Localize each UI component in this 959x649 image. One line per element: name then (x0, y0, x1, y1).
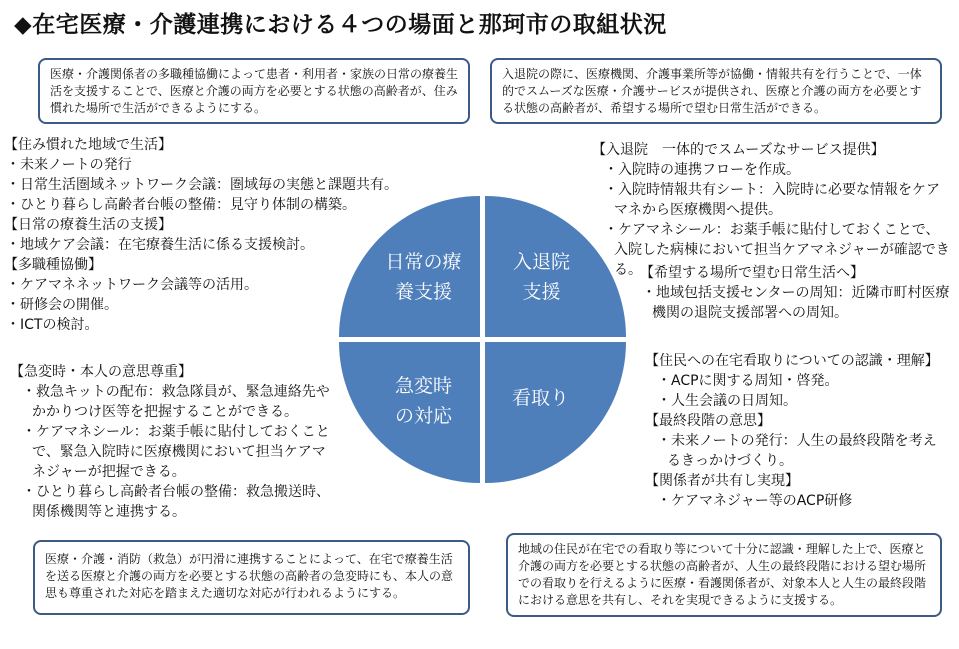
summary-text: 医療・介護・消防（救急）が円滑に連携することによって、在宅で療養生活を送る医療と介護の両方を必要とする状態の高齢者の急変時にも、本人の意思も尊重された対応を踏まえた適切な対応が行われるようにする。 (45, 552, 454, 600)
initiative-item: ・ひとり暮らし高齢者台帳の整備：見守り体制の構築。 (6, 197, 356, 213)
section-heading: 【多職種協働】 (4, 257, 102, 273)
initiative-item: ・未来ノートの発行：人生の最終段階を考えるきっかけづくり。 (657, 433, 937, 469)
summary-box-daily-support (38, 58, 470, 124)
initiatives-emergency (10, 362, 330, 522)
initiative-item: ・ケアマネジャー等のACP研修 (657, 493, 853, 509)
summary-box-emergency (33, 540, 470, 615)
section-heading: 【最終段階の意思】 (645, 413, 771, 429)
initiative-item: ・救急キットの配布：救急隊員が、緊急連絡先やかかりつけ医等を把握することができる。 (22, 384, 330, 420)
initiative-item: ・人生会議の日周知。 (657, 393, 797, 409)
section-heading: 【関係者が共有し実現】 (645, 473, 799, 489)
summary-text: 地域の住民が在宅での看取り等について十分に認識・理解した上で、医療と介護の両方を必要とする状態の高齢者が、人生の最終段階における望む場所での看取りを行えるように医療・看護関係者が、対象本人と人生の最終段階における意思を共有し、それを実現できるように支援する。 (518, 542, 927, 607)
initiative-item: ・入院時情報共有シート：入院時に必要な情報をケアマネから医療機関へ提供。 (604, 182, 940, 218)
initiatives-end-of-life (645, 351, 950, 511)
initiative-item: ・研修会の開催。 (6, 297, 118, 313)
initiative-item: ・ICTの検討。 (6, 317, 99, 333)
initiative-item: ・ひとり暮らし高齢者台帳の整備：救急搬送時、関係機関等と連携する。 (22, 484, 330, 520)
initiative-item: ・ケアマネシール：お薬手帳に貼付しておくことで、緊急入院時に医療機関において担当ケアマネジャーが把握できる。 (22, 424, 330, 480)
initiative-item: ・地域包括支援センターの周知：近隣市町村医療機関の退院支援部署への周知。 (642, 285, 950, 321)
section-heading: 【日常の療養生活の支援】 (4, 217, 172, 233)
page-title: ◆在宅医療・介護連携における４つの場面と那珂市の取組状況 (14, 12, 667, 38)
quadrant-label-line1: 急変時 (394, 374, 452, 397)
initiative-item: ・日常生活圏域ネットワーク会議：圏域毎の実態と課題共有。 (6, 177, 398, 193)
initiative-item: ・地域ケア会議：在宅療養生活に係る支援検討。 (6, 237, 314, 253)
section-heading: 【急変時・本人の意思尊重】 (10, 364, 192, 380)
quadrant-end-of-life-care (485, 342, 626, 483)
quadrant-label-line1: 看取り (511, 386, 569, 409)
summary-box-admission-discharge (490, 58, 942, 124)
section-heading: 【希望する場所で望む日常生活へ】 (640, 265, 864, 281)
quadrant-label-line2: 養支援 (394, 280, 452, 303)
initiative-item: ・入院時の連携フローを作成。 (604, 162, 800, 178)
summary-text: 医療・介護関係者の多職種協働によって患者・利用者・家族の日常の療養生活を支援することで、医療と介護の両方を必要とする状態の高齢者が、住み慣れた場所で生活ができるようにする。 (50, 67, 459, 115)
summary-text: 入退院の際に、医療機関、介護事業所等が協働・情報共有を行うことで、一体的でスムーズな医療・介護サービスが提供され、医療と介護の両方を必要とする状態の高齢者が、希望する場所で望む日常生活ができる。 (502, 67, 922, 115)
quadrant-label-line2: 支援 (522, 280, 561, 303)
initiative-item: ・ケアマネシール：お薬手帳に貼付しておくことで、入院した病棟において担当ケアマネジャーが確認できる。 (604, 222, 950, 278)
initiatives-daily-care (4, 135, 414, 335)
section-heading: 【入退院 一体的でスムーズなサービス提供】 (592, 142, 885, 158)
quadrant-emergency-response (339, 342, 480, 483)
quadrant-label-line2: の対応 (394, 404, 452, 427)
summary-box-end-of-life (506, 533, 942, 617)
initiatives-admission-discharge (592, 140, 952, 280)
quadrant-label-line1: 日常の療 (385, 250, 462, 273)
section-heading: 【住民への在宅看取りについての認識・理解】 (645, 353, 939, 369)
initiative-item: ・未来ノートの発行 (6, 157, 132, 173)
initiative-item: ・ケアマネネットワーク会議等の活用。 (6, 277, 258, 293)
quadrant-label-line1: 入退院 (512, 250, 570, 273)
initiative-item: ・ACPに関する周知・啓発。 (657, 373, 839, 389)
initiatives-desired-life (640, 263, 950, 323)
section-heading: 【住み慣れた地域で生活】 (4, 137, 172, 153)
